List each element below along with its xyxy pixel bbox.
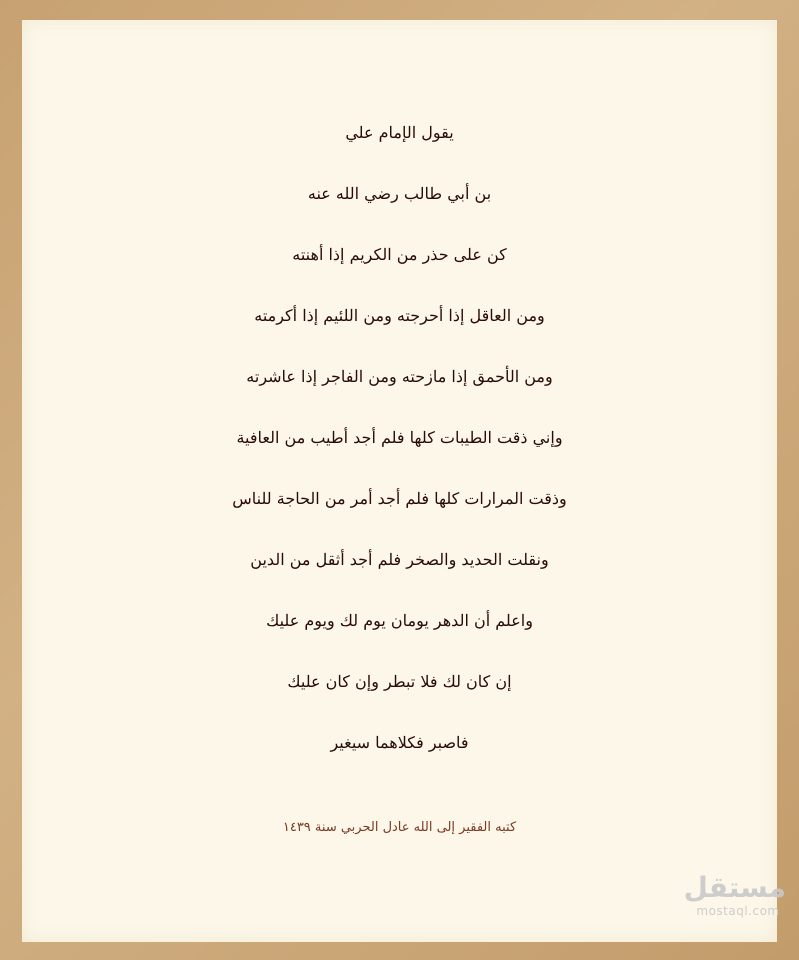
watermark-url: mostaql.com [696,904,780,918]
verse-line-3: كن على حذر من الكريم إذا أهنته [292,245,507,264]
verse-line-5: ومن الأحمق إذا مازحته ومن الفاجر إذا عاشرته [246,367,553,386]
verse-line-1: يقول الإمام علي [345,123,454,142]
verse-line-8: ونقلت الحديد والصخر فلم أجد أثقل من الدين [250,550,549,569]
verse-line-6: وإني ذقت الطيبات كلها فلم أجد أطيب من العافية [236,428,563,447]
calligrapher-signature: كتبه الفقير إلى الله عادل الحربي سنة ١٤٣٩ [282,820,517,835]
verse-line-9: واعلم أن الدهر يومان يوم لك ويوم عليك [266,611,533,630]
watermark-arabic: مستقل [683,871,786,904]
verse-line-4: ومن العاقل إذا أحرجته ومن اللئيم إذا أكرمته [254,306,545,325]
verse-line-11: فاصبر فكلاهما سيغير [330,733,469,752]
verse-line-2: بن أبي طالب رضي الله عنه [307,184,492,203]
verse-line-7: وذقت المرارات كلها فلم أجد أمر من الحاجة للناس [232,489,567,508]
poem-verses [22,102,777,773]
mostaql-watermark [683,871,786,918]
calligraphy-paper [22,20,777,942]
verse-line-10: إن كان لك فلا تبطر وإن كان عليك [287,672,512,691]
